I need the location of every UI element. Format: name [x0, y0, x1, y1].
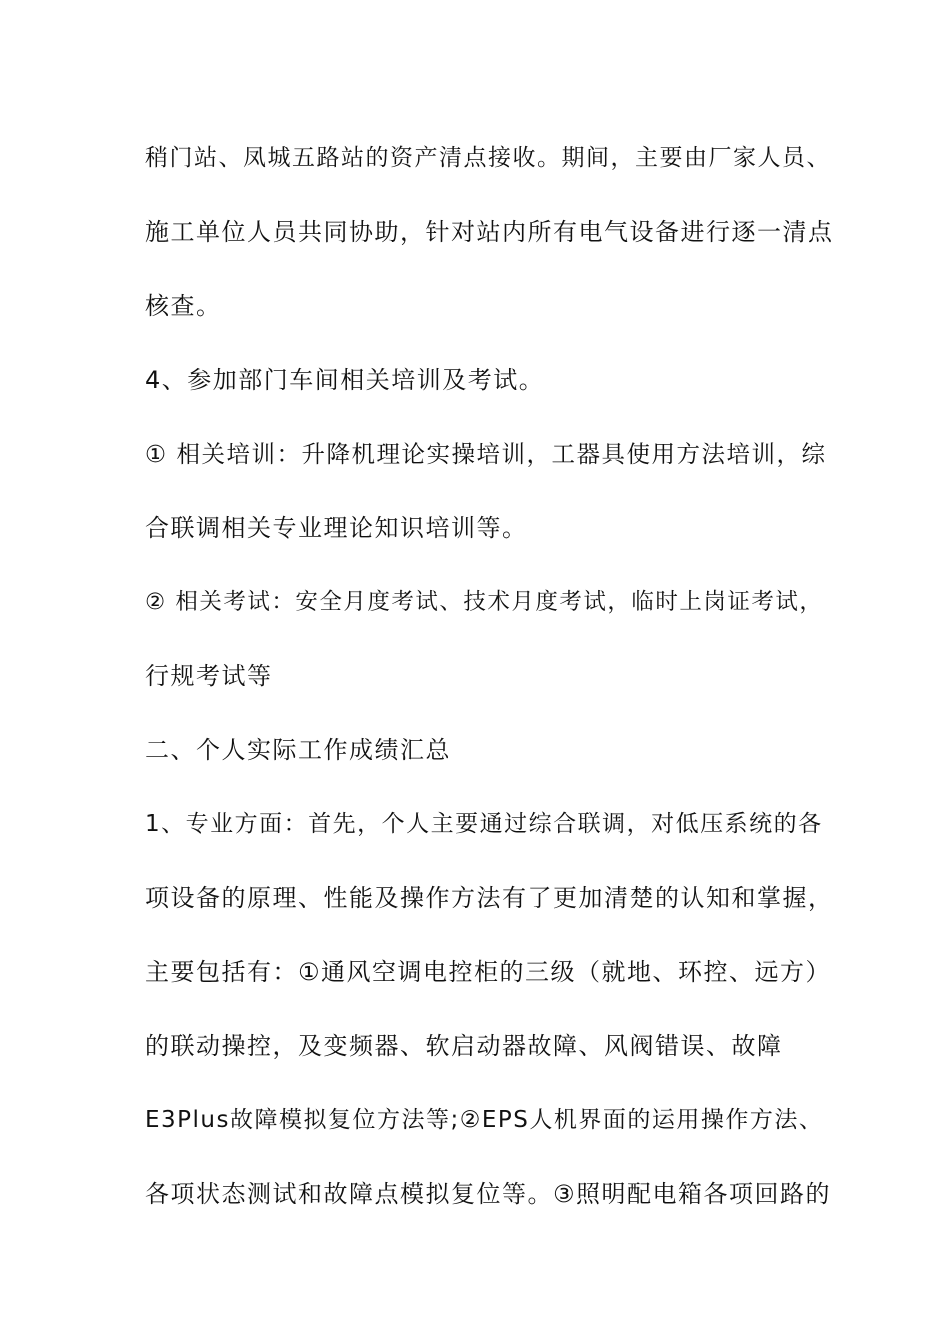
section-heading: 二、个人实际工作成绩汇总 — [145, 736, 451, 764]
text-line: 主要包括有：①通风空调电控柜的三级（就地、环控、远方） — [145, 958, 832, 986]
text-line: 合联调相关专业理论知识培训等。 — [145, 514, 528, 542]
text-line: E3Plus故障模拟复位方法等;②EPS人机界面的运用操作方法、 — [145, 1107, 824, 1133]
text-line: 1、专业方面：首先，个人主要通过综合联调，对低压系统的各 — [145, 811, 823, 837]
text-line: ② 相关考试：安全月度考试、技术月度考试，临时上岗证考试， — [145, 589, 824, 615]
section-heading: 4、参加部门车间相关培训及考试。 — [145, 366, 545, 394]
text-line: ① 相关培训：升降机理论实操培训，工器具使用方法培训，综 — [145, 440, 827, 468]
text-line: 稍门站、凤城五路站的资产清点接收。期间，主要由厂家人员、 — [145, 145, 831, 171]
text-line: 核查。 — [145, 292, 222, 320]
text-line: 施工单位人员共同协助，针对站内所有电气设备进行逐一清点 — [145, 218, 834, 246]
text-line: 行规考试等 — [145, 662, 273, 690]
text-line: 项设备的原理、性能及操作方法有了更加清楚的认知和掌握， — [145, 884, 834, 912]
text-line: 的联动操控，及变频器、软启动器故障、风阀错误、故障 — [145, 1032, 783, 1060]
text-line: 各项状态测试和故障点模拟复位等。③照明配电箱各项回路的 — [145, 1180, 832, 1208]
